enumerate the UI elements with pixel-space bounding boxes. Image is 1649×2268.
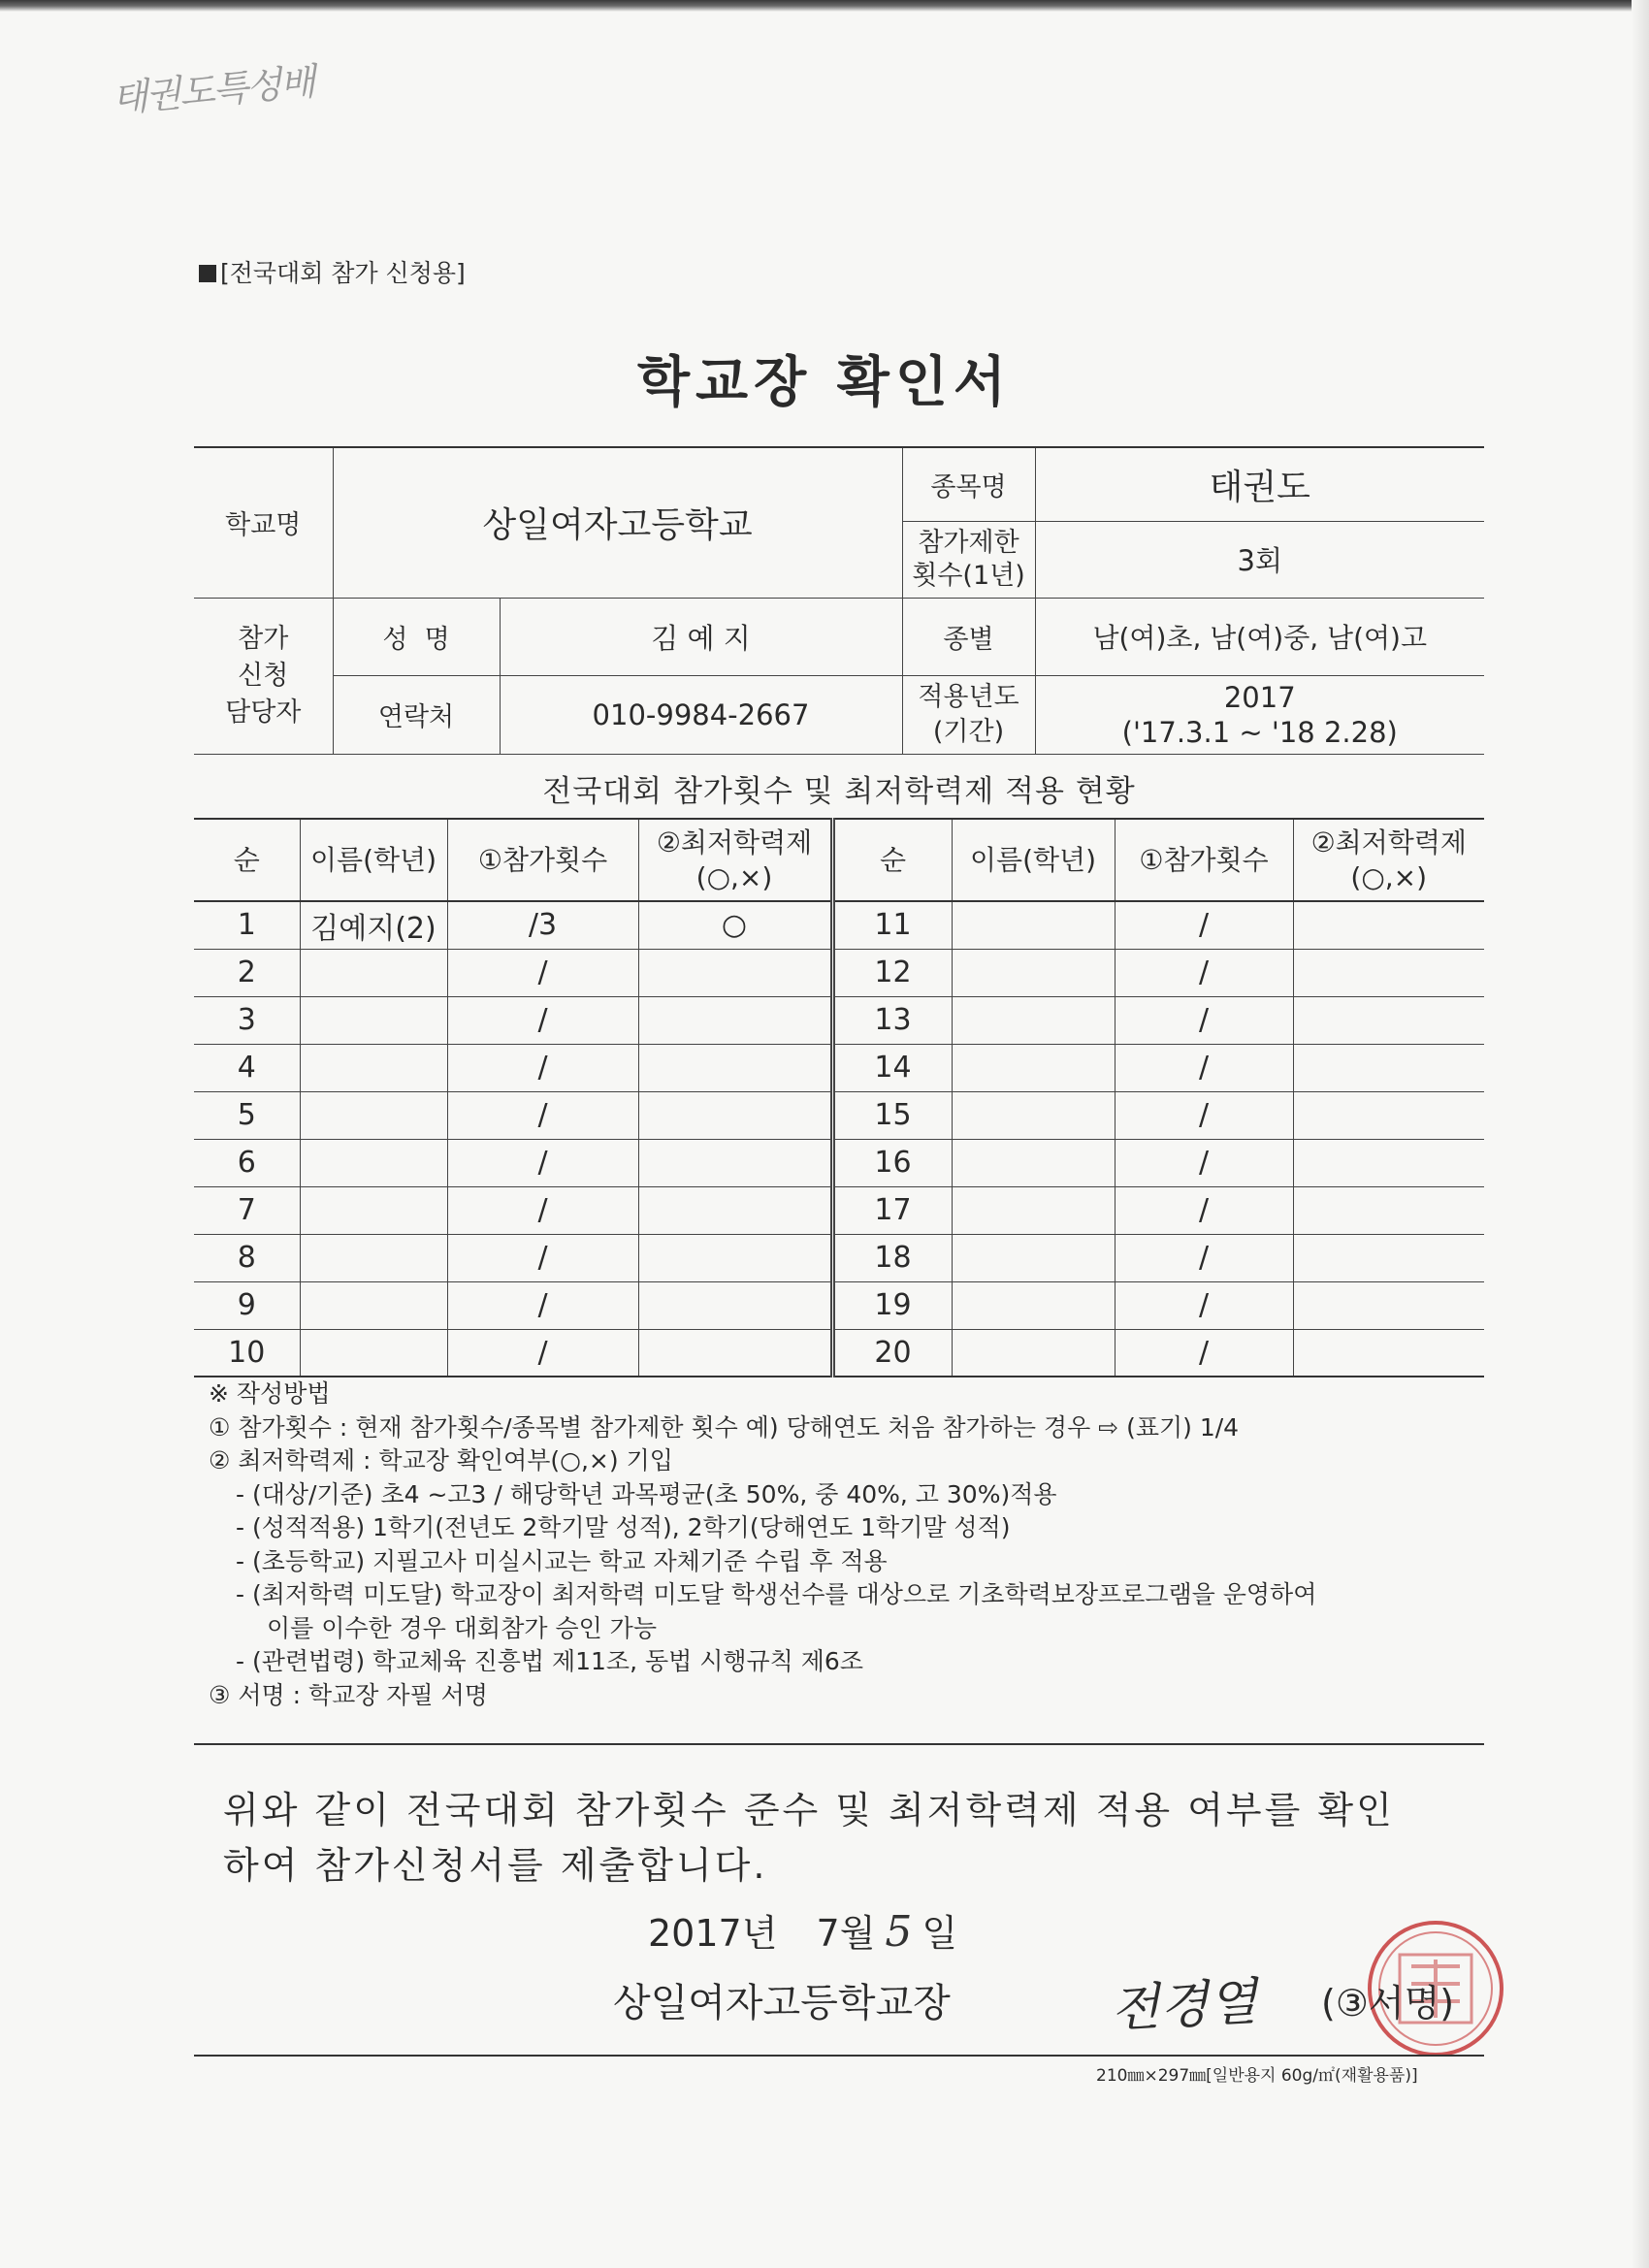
cell-min-right — [1293, 1044, 1484, 1091]
cell-count-right: / — [1115, 1091, 1293, 1139]
bottom-divider — [194, 2055, 1484, 2057]
scan-top-edge — [0, 0, 1649, 12]
col-header-count: ①참가횟수 — [447, 819, 638, 901]
cell-count-right: / — [1115, 949, 1293, 996]
col-header-min — [638, 819, 832, 901]
cell-name: 김예지(2) — [300, 901, 447, 949]
date-line — [648, 1903, 957, 1957]
year-label-line2: (기간) — [932, 716, 1005, 747]
cell-no: 6 — [194, 1139, 300, 1186]
table-row — [194, 901, 1484, 949]
event-value: 태권도 — [1035, 447, 1484, 521]
limit-label — [902, 521, 1035, 598]
cell-name — [300, 1139, 447, 1186]
event-label: 종목명 — [902, 447, 1035, 521]
cell-min — [638, 1186, 832, 1234]
cell-no: 3 — [194, 996, 300, 1044]
date-day: 5 — [885, 1907, 913, 1957]
note-2d: - (최저학력 미도달) 학교장이 최저학력 미도달 학생선수를 대상으로 기초학력보장프로그램을 운영하여 — [236, 1580, 1317, 1608]
cell-no-right: 16 — [832, 1139, 952, 1186]
form-tag — [199, 254, 466, 289]
cell-min — [638, 1281, 832, 1329]
declaration-line2: 하여 참가신청서를 제출합니다. — [223, 1844, 768, 1887]
cell-min-right — [1293, 949, 1484, 996]
paper-spec: 210㎜×297㎜[일반용지 60g/㎡(재활용품)] — [1096, 2066, 1418, 2086]
cell-name — [300, 1281, 447, 1329]
cell-min-right — [1293, 996, 1484, 1044]
declaration — [223, 1783, 1395, 1894]
cell-count-right: / — [1115, 996, 1293, 1044]
manager-label — [194, 598, 333, 754]
page-title: 학교장 확인서 — [636, 351, 1013, 414]
cell-count-right: / — [1115, 1234, 1293, 1281]
cell-count: / — [447, 949, 638, 996]
note-2: ② 최저학력제 : 학교장 확인여부(○,×) 기입 — [209, 1446, 673, 1474]
limit-label-line2: 횟수(1년) — [912, 560, 1025, 591]
cell-name — [300, 1044, 447, 1091]
table-row — [194, 1139, 1484, 1186]
name-label: 성 명 — [333, 598, 500, 675]
year-label — [902, 675, 1035, 754]
cell-min-right — [1293, 1186, 1484, 1234]
cell-name — [300, 1091, 447, 1139]
table-row — [194, 1044, 1484, 1091]
cell-no-right: 13 — [832, 996, 952, 1044]
school-label: 학교명 — [194, 447, 333, 598]
cell-no-right: 12 — [832, 949, 952, 996]
cell-count: / — [447, 1139, 638, 1186]
table-row — [194, 1091, 1484, 1139]
cell-min — [638, 1329, 832, 1377]
cell-no: 2 — [194, 949, 300, 996]
cell-count: /3 — [447, 901, 638, 949]
cell-name-right — [952, 996, 1115, 1044]
cell-min — [638, 1091, 832, 1139]
cell-no-right: 15 — [832, 1091, 952, 1139]
year-value: 2017 — [1223, 680, 1296, 714]
contact-value: 010-9984-2667 — [500, 675, 902, 754]
cell-count: / — [447, 1091, 638, 1139]
cell-no: 1 — [194, 901, 300, 949]
cell-min — [638, 949, 832, 996]
manager-label-line2: 신청 — [238, 660, 289, 691]
cell-count: / — [447, 1186, 638, 1234]
cell-min-right — [1293, 901, 1484, 949]
info-table — [194, 446, 1484, 755]
cell-count: / — [447, 1044, 638, 1091]
table-row — [194, 949, 1484, 996]
instructions — [209, 1377, 1316, 1712]
col-header-name-right: 이름(학년) — [952, 819, 1115, 901]
cell-count: / — [447, 1234, 638, 1281]
cell-no-right: 14 — [832, 1044, 952, 1091]
limit-value: 3회 — [1035, 521, 1484, 598]
cell-no: 9 — [194, 1281, 300, 1329]
note-2d-cont: 이를 이수한 경우 대회참가 승인 가능 — [267, 1613, 657, 1642]
principal-title: 상일여자고등학교장 — [613, 1981, 951, 2025]
cell-name-right — [952, 1044, 1115, 1091]
date-day-suffix: 일 — [922, 1912, 958, 1955]
cell-min-right — [1293, 1234, 1484, 1281]
declaration-line1: 위와 같이 전국대회 참가횟수 준수 및 최저학력제 적용 여부를 확인 — [223, 1789, 1395, 1831]
cell-name-right — [952, 1329, 1115, 1377]
col-header-min-right-line2: (○,×) — [1350, 860, 1428, 893]
col-header-min-line2: (○,×) — [695, 860, 773, 893]
cell-name-right — [952, 1139, 1115, 1186]
cell-no: 7 — [194, 1186, 300, 1234]
cell-name — [300, 1234, 447, 1281]
note-1: ① 참가횟수 : 현재 참가횟수/종목별 참가제한 횟수 예) 당해연도 처음 참가하는 경우 ⇨ (표기) 1/4 — [209, 1412, 1240, 1442]
divider — [194, 1743, 1484, 1745]
note-3: ③ 서명 : 학교장 자필 서명 — [209, 1680, 488, 1709]
cell-no: 10 — [194, 1329, 300, 1377]
col-header-count-right: ①참가횟수 — [1115, 819, 1293, 901]
cell-name-right — [952, 1281, 1115, 1329]
manager-label-line1: 참가 — [238, 623, 289, 654]
date-month: 7월 — [816, 1912, 876, 1955]
cell-name-right — [952, 901, 1115, 949]
handwritten-signature: 전경열 — [1109, 1973, 1259, 2039]
cell-count-right: / — [1115, 1186, 1293, 1234]
contact-label: 연락처 — [333, 675, 500, 754]
cell-min-right — [1293, 1329, 1484, 1377]
note-2c: - (초등학교) 지필고사 미실시교는 학교 자체기준 수립 후 적용 — [236, 1546, 888, 1575]
cell-count: / — [447, 1281, 638, 1329]
gender-label: 종별 — [902, 598, 1035, 675]
cell-min — [638, 1234, 832, 1281]
col-header-no: 순 — [194, 819, 300, 901]
cell-min — [638, 1139, 832, 1186]
col-header-min-right — [1293, 819, 1484, 901]
cell-no-right: 19 — [832, 1281, 952, 1329]
cell-name — [300, 1186, 447, 1234]
cell-min — [638, 1044, 832, 1091]
limit-label-line1: 참가제한 — [918, 527, 1019, 558]
cell-no-right: 20 — [832, 1329, 952, 1377]
cell-no-right: 17 — [832, 1186, 952, 1234]
table-row — [194, 1234, 1484, 1281]
cell-name — [300, 996, 447, 1044]
gender-value: 남(여)초, 남(여)중, 남(여)고 — [1035, 598, 1484, 675]
note-2e: - (관련법령) 학교체육 진흥법 제11조, 동법 시행규칙 제6조 — [236, 1647, 863, 1675]
col-header-no-right: 순 — [832, 819, 952, 901]
cell-min-right — [1293, 1139, 1484, 1186]
col-header-min-line1: ②최저학력제 — [656, 826, 813, 859]
cell-no-right: 18 — [832, 1234, 952, 1281]
table-row — [194, 1186, 1484, 1234]
table-row — [194, 1281, 1484, 1329]
cell-count: / — [447, 1329, 638, 1377]
status-table — [194, 818, 1484, 1377]
year-value-cell — [1035, 675, 1484, 754]
cell-count-right: / — [1115, 1329, 1293, 1377]
name-value: 김 예 지 — [500, 598, 902, 675]
cell-name-right — [952, 1234, 1115, 1281]
cell-min-right — [1293, 1281, 1484, 1329]
cell-min-right — [1293, 1091, 1484, 1139]
cell-count-right: / — [1115, 901, 1293, 949]
square-bullet-icon — [199, 265, 216, 282]
cell-min: ○ — [638, 901, 832, 949]
handwritten-note: 태권도특성배 — [110, 59, 316, 120]
status-title: 전국대회 참가횟수 및 최저학력제 적용 현황 — [542, 774, 1136, 809]
year-label-line1: 적용년도 — [918, 681, 1019, 712]
cell-name-right — [952, 1186, 1115, 1234]
cell-count-right: / — [1115, 1139, 1293, 1186]
notes-heading: ※ 작성방법 — [209, 1379, 331, 1408]
cell-no: 4 — [194, 1044, 300, 1091]
col-header-min-right-line1: ②최저학력제 — [1310, 826, 1467, 859]
form-tag-text: [전국대회 참가 신청용] — [220, 259, 466, 287]
cell-name — [300, 1329, 447, 1377]
table-row — [194, 996, 1484, 1044]
school-value: 상일여자고등학교 — [333, 447, 902, 598]
note-2b: - (성적적용) 1학기(전년도 2학기말 성적), 2학기(당해연도 1학기말 성적) — [236, 1513, 1011, 1541]
manager-label-line3: 담당자 — [225, 697, 302, 728]
col-header-name: 이름(학년) — [300, 819, 447, 901]
cell-no: 8 — [194, 1234, 300, 1281]
cell-count-right: / — [1115, 1281, 1293, 1329]
cell-name-right — [952, 949, 1115, 996]
sign-note: (③서명) — [1321, 1982, 1455, 2025]
cell-no: 5 — [194, 1091, 300, 1139]
year-period: ('17.3.1 ~ '18 2.28) — [1121, 715, 1398, 749]
cell-name-right — [952, 1091, 1115, 1139]
cell-min — [638, 996, 832, 1044]
cell-no-right: 11 — [832, 901, 952, 949]
cell-count-right: / — [1115, 1044, 1293, 1091]
table-row — [194, 1329, 1484, 1377]
note-2a: - (대상/기준) 초4 ~고3 / 해당학년 과목평균(초 50%, 중 40%, 고 30%)적용 — [236, 1479, 1057, 1508]
cell-name — [300, 949, 447, 996]
date-year: 2017년 — [648, 1912, 778, 1955]
cell-count: / — [447, 996, 638, 1044]
